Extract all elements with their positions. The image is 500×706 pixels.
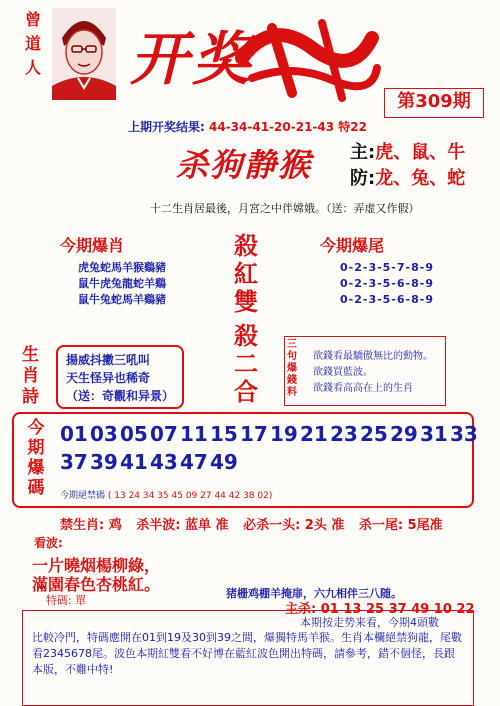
lottery-number: 31 [420, 422, 448, 446]
lottery-number: 41 [120, 450, 148, 474]
riddle-label-char: 爆 [287, 363, 297, 374]
lottery-number: 11 [180, 422, 208, 446]
poem-line: 天生怪异也稀奇 [66, 371, 151, 385]
tip-line: 滿園春色杏桃紅。 [32, 575, 161, 594]
lottery-number: 05 [120, 422, 148, 446]
kill-head: 必杀一头: 2头 准 [243, 518, 345, 533]
tails-heading: 今期爆尾 [320, 236, 385, 255]
money-riddle-box [284, 336, 446, 406]
kill-wave: 杀半波: 蓝单 准 [136, 518, 229, 533]
poem-line: （送：奇觀和异景） [66, 389, 175, 403]
numbers-label [24, 418, 48, 498]
lottery-number: 49 [210, 450, 238, 474]
poem-line: 揚威抖擻三吼叫 [66, 353, 151, 367]
tip-line: 一片曉烟楊柳綠， [32, 556, 161, 575]
lottery-number: 23 [330, 422, 358, 446]
tail-line: 0-2-3-5-6-8-9 [340, 293, 434, 306]
riddle-label-char: 料 [287, 387, 297, 398]
kill-zodiac: 禁生肖: 鸡 [60, 518, 122, 533]
numbers-row-1 [60, 422, 480, 446]
riddle-label-char: 三 [287, 339, 297, 350]
poem-label-char: 詩 [22, 387, 39, 407]
riddle-line: 欲錢看高高在上的生肖 [313, 383, 413, 394]
riddle-label-char: 句 [287, 351, 297, 362]
vertical-char: 殺 [234, 231, 258, 260]
poem-label-char: 生 [22, 345, 39, 365]
bottom-analysis-text: 比較冷門，特碼應開在01到19及30到39之間，爆獨特馬羊猴。生肖本欄絕禁狗龍，尾數看2345678尾。波色本期紅雙看不好博在藍紅波色開出特碼，請參考，錯不個怪，長跟本版，不難中特! [32, 631, 462, 676]
tip-label: 看波: [34, 536, 63, 550]
kill-tail: 杀一尾: 5尾准 [358, 518, 443, 533]
vertical-char: 雙 [234, 287, 258, 316]
lottery-number: 01 [60, 422, 88, 446]
vertical-char: 二 [234, 349, 258, 378]
defend-values: 龙、兔、蛇 [375, 168, 466, 189]
money-riddle-label [287, 339, 301, 399]
defend-animals-line [350, 164, 465, 190]
zodiac-heading: 今期爆肖 [60, 236, 125, 255]
banned-label: 今期絕禁碼 [60, 491, 106, 501]
lottery-number: 07 [150, 422, 178, 446]
zodiac-line: 鼠牛虎兔龍蛇羊鷄 [78, 277, 166, 290]
riddle-line: 欲錢買藍波。 [313, 367, 373, 378]
lottery-number: 21 [300, 422, 328, 446]
riddle-line: 欲錢看最驕傲無比的動物。 [313, 351, 433, 362]
kill-red-even-column [230, 232, 262, 316]
lottery-number: 25 [360, 422, 388, 446]
tail-line: 0-2-3-5-7-8-9 [340, 261, 434, 274]
banned-numbers-line [60, 488, 272, 501]
main-animals-line [350, 138, 465, 164]
special-code-label: 特碼: 單 [46, 594, 87, 607]
numbers-label-char: 爆 [27, 458, 45, 478]
poem-box [56, 345, 184, 409]
main-values: 虎、鼠、牛 [375, 142, 466, 163]
portrait-image [52, 8, 116, 100]
bottom-note: 本期按走势来看，今期4頭數 [300, 616, 439, 629]
last-result-line [128, 118, 367, 135]
numbers-label-char: 今 [27, 418, 45, 438]
lottery-number: 17 [240, 422, 268, 446]
poem-label-char: 肖 [22, 366, 39, 386]
title-brush-stroke [232, 8, 382, 108]
vertical-char: 殺 [234, 321, 258, 350]
lottery-number: 47 [180, 450, 208, 474]
banned-numbers: ( 13 24 34 35 45 09 27 44 42 38 02) [107, 491, 273, 501]
numbers-row-2 [60, 450, 240, 474]
zodiac-line: 虎兔蛇馬羊猴鷄豬 [78, 261, 166, 274]
riddle-label-char: 錢 [287, 375, 297, 386]
poem-label [22, 345, 46, 408]
last-result-special: 特22 [338, 120, 367, 134]
lottery-number: 29 [390, 422, 418, 446]
main-label: 主: [350, 142, 376, 163]
lottery-number: 33 [450, 422, 478, 446]
vertical-char: 合 [234, 377, 258, 406]
hint-line: 猪栅鸡棚羊掩扉，六九相伴三八随。 [226, 587, 402, 600]
tail-line: 0-2-3-5-6-8-9 [340, 277, 434, 290]
zodiac-line: 鼠牛兔蛇馬羊鷄豬 [78, 293, 166, 306]
lottery-number: 15 [210, 422, 238, 446]
defend-label: 防: [350, 168, 376, 189]
last-result-label: 上期开奖结果: [128, 120, 205, 134]
lottery-number: 39 [90, 450, 118, 474]
vertical-char: 紅 [234, 259, 258, 288]
issue-number-badge: 第309期 [384, 88, 484, 118]
lottery-number: 37 [60, 450, 88, 474]
side-vertical-text: 曾道人 [24, 10, 41, 77]
main-kill-numbers: 主杀: 01 13 25 37 49 10 22 [285, 602, 475, 617]
lottery-number: 03 [90, 422, 118, 446]
lottery-number: 19 [270, 422, 298, 446]
last-result-numbers: 44-34-41-20-21-43 [209, 120, 335, 134]
main-title: 开奖 [130, 25, 255, 93]
kill-two-sum-column [230, 322, 262, 406]
riddle-text: 十二生肖居最後，月宮之中伴嫦娥。（送：弄虚又作假） [150, 202, 420, 215]
kill-line [60, 514, 453, 533]
numbers-label-char: 期 [27, 438, 45, 458]
lottery-number: 43 [150, 450, 178, 474]
numbers-label-char: 碼 [27, 478, 45, 498]
animals-title: 杀狗静猴 [176, 146, 313, 184]
